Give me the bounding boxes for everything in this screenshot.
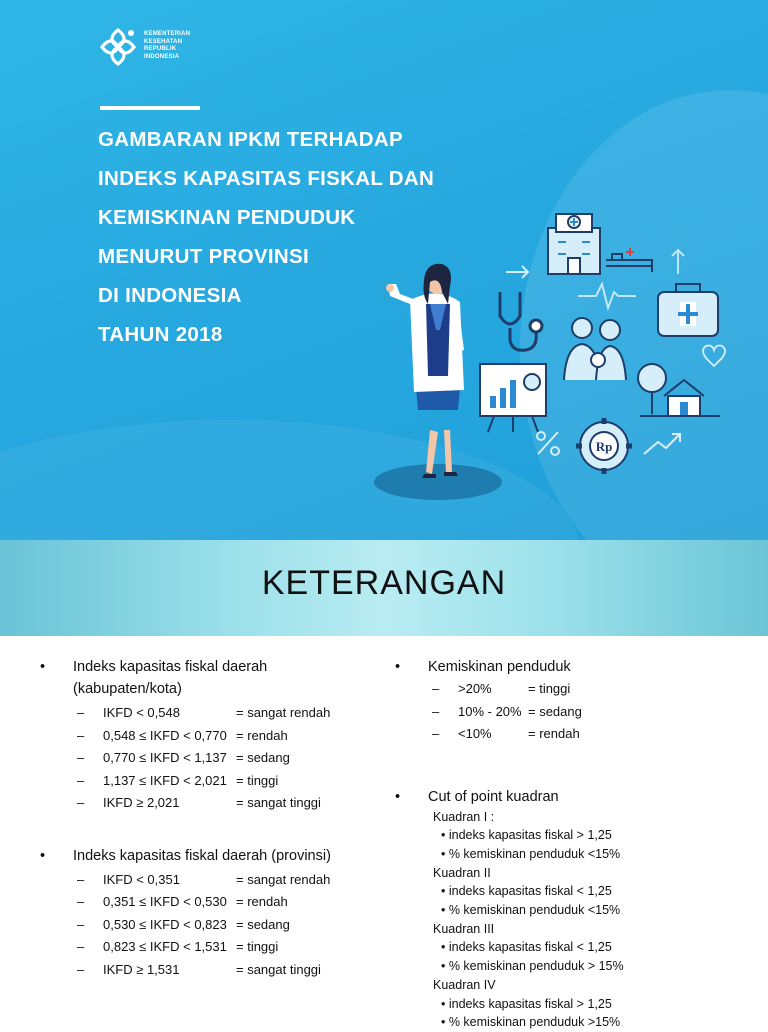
list-item xyxy=(40,936,380,959)
category: = sangat tinggi xyxy=(236,795,321,810)
dash-icon: – xyxy=(432,681,440,696)
section-title: KETERANGAN xyxy=(261,564,507,602)
quadrant-criterion: • % kemiskinan penduduk >15% xyxy=(441,1015,621,1030)
floor-shadow xyxy=(374,464,502,500)
doctor-figure-icon xyxy=(386,264,464,478)
category: = rendah xyxy=(528,726,580,741)
category: = sangat rendah xyxy=(236,871,331,887)
dash-icon: – xyxy=(77,727,85,743)
section-heading xyxy=(40,845,380,867)
logo-text xyxy=(144,31,190,61)
right-column xyxy=(395,656,755,1032)
category: = sangat tinggi xyxy=(236,961,321,977)
medical-kit-icon xyxy=(658,284,718,336)
list-item xyxy=(40,869,380,892)
dash-icon: – xyxy=(77,894,85,909)
category: = sedang xyxy=(528,703,582,719)
quadrant-criterion: • indeks kapasitas fiskal > 1,25 xyxy=(441,996,612,1011)
currency-label: Rp xyxy=(595,439,613,454)
dash-icon: – xyxy=(77,961,85,977)
condition: IKFD ≥ 1,531 xyxy=(103,961,180,977)
title-accent-bar xyxy=(100,106,200,110)
quadrant-criterion: • % kemiskinan penduduk <15% xyxy=(441,846,621,861)
list-item xyxy=(40,747,380,770)
list-item xyxy=(40,792,380,815)
heading-line: Indeks kapasitas fiskal daerah (provinsi) xyxy=(73,847,331,864)
section-heading xyxy=(395,656,755,678)
heading-line: Indeks kapasitas fiskal daerah xyxy=(73,659,268,675)
house-icon xyxy=(638,364,720,416)
list-item xyxy=(40,725,380,748)
title-line: TAHUN 2018 xyxy=(98,323,223,346)
bullet-icon: • xyxy=(395,788,401,805)
title-line: INDEKS KAPASITAS FISKAL DAN xyxy=(98,167,435,190)
ministry-emblem-icon xyxy=(98,26,140,68)
logo-line: KESEHATAN xyxy=(144,38,183,45)
condition: >20% xyxy=(458,681,492,696)
condition: IKFD < 0,548 xyxy=(103,705,180,720)
stethoscope-icon xyxy=(500,292,542,350)
list-item xyxy=(395,678,755,701)
list-item xyxy=(40,770,380,793)
ministry-logo xyxy=(98,26,208,68)
heading-line: (kabupaten/kota) xyxy=(73,681,182,697)
quadrant-criterion: • % kemiskinan penduduk > 15% xyxy=(441,959,624,974)
dash-icon: – xyxy=(77,871,85,887)
list-item xyxy=(40,914,380,937)
dash-icon: – xyxy=(432,726,440,741)
section-heading xyxy=(40,656,380,700)
category: = rendah xyxy=(236,894,288,909)
bullet-icon: • xyxy=(40,659,46,675)
presentation-board-icon xyxy=(480,364,546,432)
title-line: DI INDONESIA xyxy=(98,284,242,307)
hospital-icon xyxy=(548,214,652,274)
condition: 0,530 ≤ IKFD < 0,823 xyxy=(103,916,227,932)
category: = sangat rendah xyxy=(236,705,331,720)
logo-line: REPUBLIK xyxy=(144,46,177,52)
dash-icon: – xyxy=(77,705,85,720)
category: = tinggi xyxy=(528,681,571,696)
category: = sedang xyxy=(236,750,290,765)
category: = tinggi xyxy=(236,772,279,788)
quadrant-label: Kuadran II xyxy=(433,865,491,880)
title-line: KEMISKINAN PENDUDUK xyxy=(98,206,356,229)
condition: IKFD ≥ 2,021 xyxy=(103,795,180,810)
dash-icon: – xyxy=(432,703,440,719)
quadrant-label: Kuadran IV xyxy=(433,977,496,992)
condition: 10% - 20% xyxy=(458,703,522,719)
percent-icon xyxy=(537,432,559,455)
condition: IKFD < 0,351 xyxy=(103,871,180,887)
condition: <10% xyxy=(458,726,492,741)
dash-icon: – xyxy=(77,772,85,788)
bullet-icon: • xyxy=(40,847,46,864)
quadrant-criterion: • indeks kapasitas fiskal < 1,25 xyxy=(441,884,612,899)
trend-arrow-icon xyxy=(644,434,680,454)
quadrant-criterion: • indeks kapasitas fiskal > 1,25 xyxy=(441,828,612,843)
quadrant-criterion: • % kemiskinan penduduk <15% xyxy=(441,903,621,918)
list-item xyxy=(40,702,380,725)
quadrant-criterion: • indeks kapasitas fiskal < 1,25 xyxy=(441,940,612,955)
family-icon xyxy=(564,318,626,380)
logo-line: KEMENTERIAN xyxy=(144,31,191,37)
list-item xyxy=(395,723,755,746)
section-header xyxy=(0,540,768,636)
left-column xyxy=(40,656,380,981)
quadrant-label: Kuadran I : xyxy=(433,809,495,824)
condition: 0,823 ≤ IKFD < 1,531 xyxy=(103,939,227,954)
dash-icon: – xyxy=(77,750,85,765)
category: = tinggi xyxy=(236,939,279,954)
gear-rupiah-icon xyxy=(576,418,632,474)
dash-icon: – xyxy=(77,939,85,954)
condition: 0,770 ≤ IKFD < 1,137 xyxy=(103,750,227,765)
heading-line: Cut of point kuadran xyxy=(428,788,559,805)
section-heading xyxy=(395,786,755,808)
title-line: MENURUT PROVINSI xyxy=(98,245,309,268)
dash-icon: – xyxy=(77,916,85,932)
condition: 0,351 ≤ IKFD < 0,530 xyxy=(103,894,227,909)
bullet-icon: • xyxy=(395,659,401,675)
list-item xyxy=(40,959,380,982)
dash-icon: – xyxy=(77,795,85,810)
logo-line: INDONESIA xyxy=(144,53,180,60)
health-illustration xyxy=(360,200,760,520)
category: = sedang xyxy=(236,916,290,932)
heading-line: Kemiskinan penduduk xyxy=(428,659,571,675)
list-item xyxy=(395,701,755,724)
condition: 0,548 ≤ IKFD < 0,770 xyxy=(103,727,227,743)
title-line: GAMBARAN IPKM TERHADAP xyxy=(98,128,403,151)
quadrant-label: Kuadran III xyxy=(433,921,495,936)
list-item xyxy=(40,891,380,914)
condition: 1,137 ≤ IKFD < 2,021 xyxy=(103,772,227,788)
category: = rendah xyxy=(236,727,288,743)
